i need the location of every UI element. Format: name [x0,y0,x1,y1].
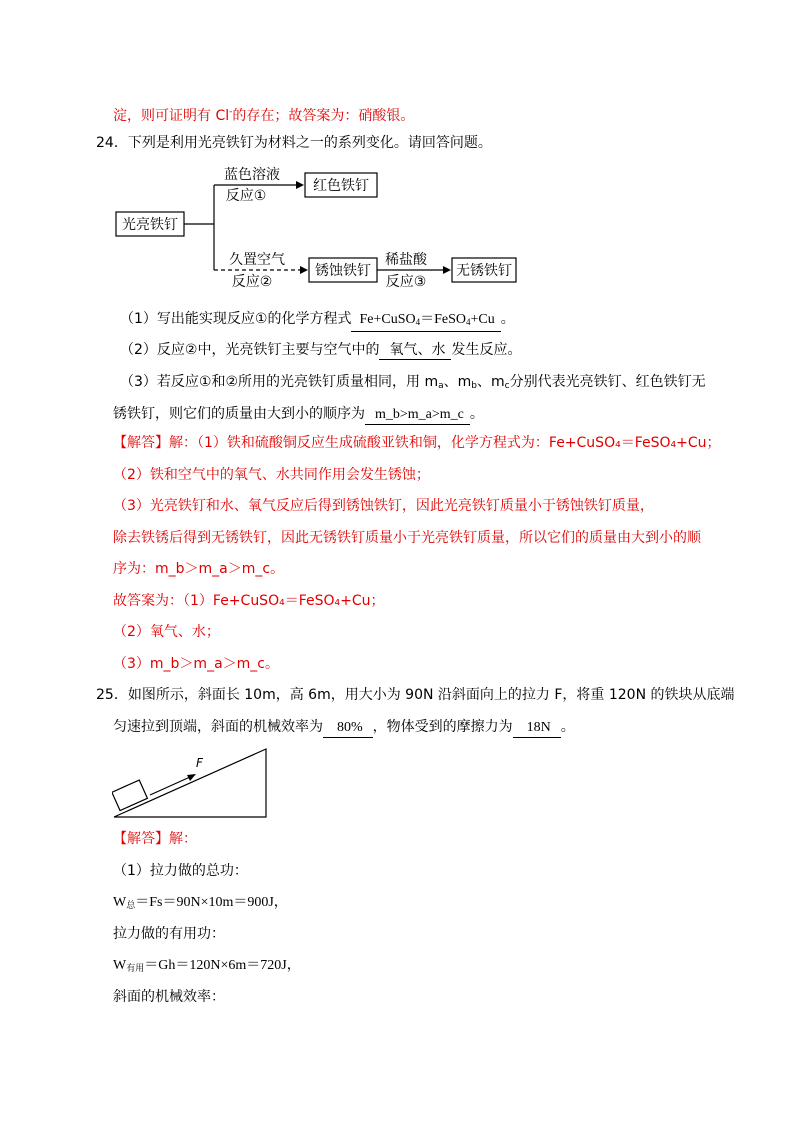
prev-text: 淀，则可证明有 Cl [113,108,230,124]
incline-figure [112,745,272,820]
q24-s1-answer: Fe+CuSO$_4$＝FeSO$_4$+Cu [351,311,500,332]
prev-sup: - [229,107,233,117]
q25-answer2: 18N [513,719,561,738]
bottom-label2: 反应② [231,274,273,290]
q24-sol3: （3）光亮铁钉和水、氧气反应后得到锈蚀铁钉，因此光亮铁钉质量小于锈蚀铁钉质量， [113,498,654,514]
force-label: F [196,756,203,770]
right-label1: 稀盐酸 [385,252,427,268]
q25-sol2: $W_总=Fs=90N\times 10m=900J$， [113,895,288,910]
q25-sol5: 斜面的机械效率： [113,989,225,1005]
q25-sol1: （1）拉力做的总功： [113,863,248,879]
q24-key1: 故答案为：（1）Fe+CuSO₄＝FeSO₄+Cu； [113,593,385,609]
right-label2: 反应③ [385,274,427,290]
q25-sol4: $W_{有用}=Gh=120N\times 6m=720J$， [113,958,301,973]
q24-diagram [110,160,530,290]
start-label: 光亮铁钉 [122,217,178,233]
q24-s2: （2）反应②中，光亮铁钉主要与空气中的 氧气、水 发生反应。 [120,342,522,358]
q25-answer1: 80% [323,719,373,738]
q24-s3-line1: （3）若反应①和②所用的光亮铁钉质量相同，用 $m_a$、$m_b$、$m_c$分别代表光亮铁钉、红色铁钉无 [120,374,706,391]
q24-s1: （1）写出能实现反应①的化学方程式 Fe+CuSO$_4$＝FeSO$_4$+Cu 。 [120,309,515,332]
q25-sol3: 拉力做的有用功： [113,926,225,942]
q24-sol5: 序为：m_b＞m_a＞m_c。 [113,561,285,577]
q24-sol2: （2）铁和空气中的氧气、水共同作用会发生锈蚀； [113,467,430,483]
q25-stem1: 25．如图所示，斜面长 10m，高 6m，用大小为 90N 沿斜面向上的拉力 F，将重 120N 的铁块从底端 [96,687,735,703]
block [112,780,147,811]
q24-sol1: 【解答】解：（1）铁和硫酸铜反应生成硫酸亚铁和铜，化学方程式为：Fe+CuSO₄＝FeSO₄+Cu； [113,435,721,451]
end-box-label: 无锈铁钉 [456,263,512,279]
bottom-label1: 久置空气 [229,252,285,268]
q24-key3: （3）m_b＞m_a＞m_c。 [113,656,279,672]
q24-s3-answer: m_b>m_a>m_c [365,406,470,425]
top-label2: 反应① [225,188,267,204]
q24-s2-answer: 氧气、水 [379,341,451,360]
q24-sol4: 除去铁锈后得到无锈铁钉，因此无锈铁钉质量小于光亮铁钉质量，所以它们的质量由大到小的顺 [113,530,701,546]
prev-tail: 的存在；故答案为：硝酸银。 [232,108,415,124]
top-box-label: 红色铁钉 [313,178,369,194]
top-label1: 蓝色溶液 [224,167,280,183]
q24-stem: 24．下列是利用光亮铁钉为材料之一的系列变化。请回答问题。 [96,135,492,151]
q25-stem2: 匀速拉到顶端，斜面的机械效率为 80% ，物体受到的摩擦力为 18N 。 [113,717,575,738]
mid-box-label: 锈蚀铁钉 [315,263,371,279]
q25-sol-head: 【解答】解： [113,831,197,847]
q24-s3-line2: 锈铁钉，则它们的质量由大到小的顺序为 m_b>m_a>m_c 。 [113,404,484,425]
prev-answer-line [113,102,414,126]
q24-key2: （2）氧气、水； [113,624,220,640]
